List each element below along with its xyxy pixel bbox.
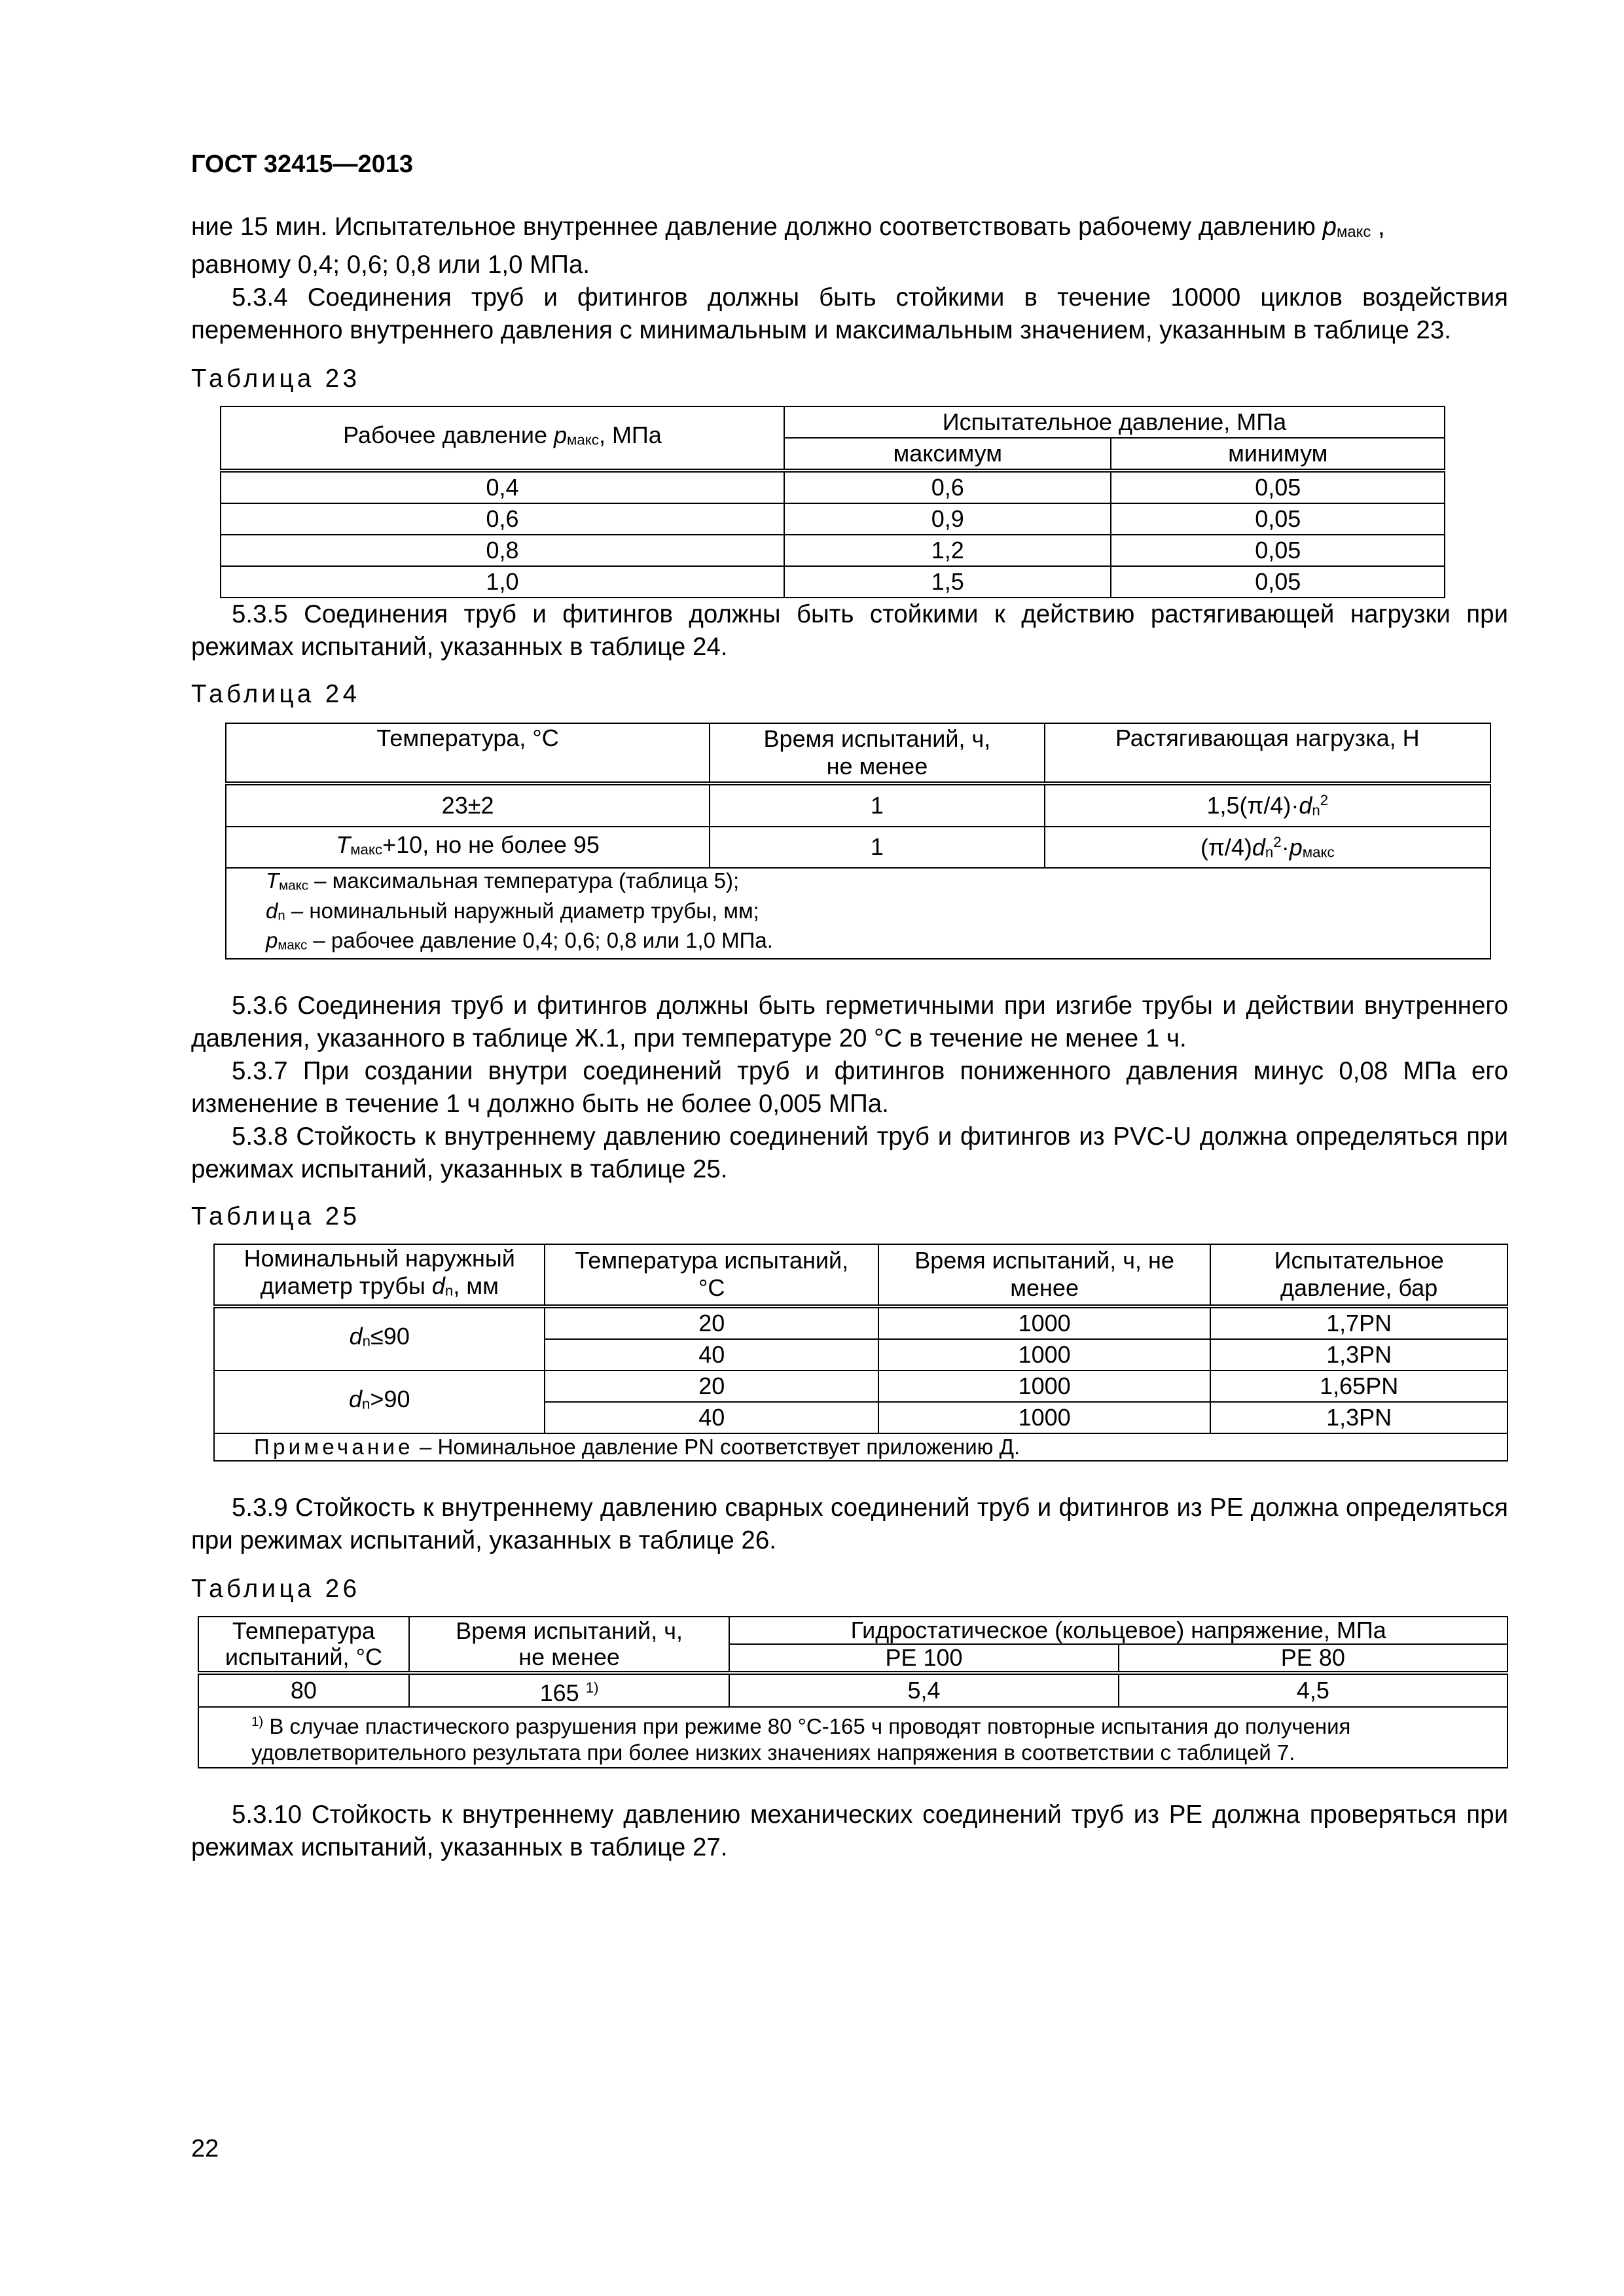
table-26-footnote: $^{1)}$ В случае пластического разрушения при режиме 80 °С-165 ч проводят повторные испытания до получения удовлетворительного результата при более низких значениях напряжения в соответствии с таблицей 7. [198,1707,1507,1768]
table-cell: 1,65PN [1210,1371,1507,1402]
table-note [214,1433,1507,1461]
table-row [214,1371,1507,1402]
table-cell: 0,6 [784,471,1111,503]
table-cell: $1,5(\pi/4)\cdot d_n^2$ [1045,783,1490,827]
table-cell: $T_{макс}+10$, но не более 95 [226,827,710,869]
clause-5-3-4: 5.3.4 Соединения труб и фитингов должны быть стойкими в течение 10000 циклов воздействия переменного внутреннего давления с минимальным и максимальным значением, указанным в таблице 23. [191,283,1508,344]
table-24-notes: $T_{макс}$ – максимальная температура (таблица 5); $d_n$ – номинальный наружный диаметр трубы, мм; $p_{макс}$ – рабочее давление 0,4; 0,6; 0,8 или 1,0 МПа. [226,868,1490,958]
table-cell: 1 [710,783,1044,827]
table-25-head-time: Время испытаний, ч, не менее [878,1244,1210,1307]
table-row [226,827,1490,869]
table-cell: 20 [545,1306,878,1339]
table-cell: 1,3PN [1210,1402,1507,1433]
table-cell: 23±2 [226,783,710,827]
table-23-caption: Таблица 23 [191,364,361,393]
table-cell: 0,05 [1111,471,1445,503]
table-26 [198,1616,1508,1768]
table-cell: 0,4 [221,471,784,503]
clause-5-3-5: 5.3.5 Соединения труб и фитингов должны быть стойкими к действию растягивающей нагрузки при режимах испытаний, указанных в таблице 24. [191,600,1508,661]
paragraph-continuation: ние 15 мин. Испытательное внутреннее давление должно соответствовать рабочему давлению $p_{макс}$ , равному 0,4; 0,6; 0,8 или 1,0 МПа. [191,213,1385,279]
page-number: 22 [191,2135,219,2162]
table-cell: $(\pi/4)d_n^2\cdot p_{макс}$ [1045,827,1490,869]
table-cell: 0,9 [784,503,1111,535]
table-cell: 1000 [878,1306,1210,1339]
clause-5-3-6: 5.3.6 Соединения труб и фитингов должны быть герметичными при изгибе трубы и действии внутреннего давления, указанного в таблице Ж.1, при температуре 20 °С в течение не менее 1 ч. [191,991,1508,1052]
clause-5-3-9: 5.3.9 Стойкость к внутреннему давлению сварных соединений труб и фитингов из PE должна определяться при режимах испытаний, указанных в таблице 26. [191,1494,1508,1555]
table-cell: $d_n\le 90$ [214,1306,545,1371]
table-note [198,1707,1507,1768]
table-cell: 1,7PN [1210,1306,1507,1339]
table-cell: 1000 [878,1402,1210,1433]
table-row [221,471,1445,503]
table-cell: 1000 [878,1371,1210,1402]
clause-5-3-7: 5.3.7 При создании внутри соединений труб и фитингов пониженного давления минус 0,08 МПа его изменение в течение 1 ч должно быть не более 0,005 МПа. [191,1056,1508,1118]
table-row [226,783,1490,827]
table-cell: 0,05 [1111,535,1445,566]
table-cell: 40 [545,1339,878,1371]
table-23-head-working-pressure: Рабочее давление $p_{макс}$, МПа [221,406,784,471]
table-24-caption: Таблица 24 [191,679,361,708]
table-25 [213,1244,1508,1462]
table-cell: 1 [710,827,1044,869]
table-row [198,1673,1507,1707]
table-cell: 1000 [878,1339,1210,1371]
table-24-head-load: Растягивающая нагрузка, Н [1045,723,1490,783]
table-25-head-diameter: Номинальный наружный диаметр трубы $d_n$, мм [214,1244,545,1307]
table-23-head-min: минимум [1111,438,1445,471]
table-26-head-pe100: PE 100 [729,1644,1118,1673]
clause-5-3-8: 5.3.8 Стойкость к внутреннему давлению соединений труб и фитингов из PVC-U должна определяться при режимах испытаний, указанных в таблице 25. [191,1122,1508,1183]
table-26-head-time: Время испытаний, ч, не менее [409,1617,730,1673]
table-cell: 1,5 [784,566,1111,598]
table-cell: 0,6 [221,503,784,535]
table-cell: 80 [198,1673,409,1707]
table-cell: 1,2 [784,535,1111,566]
table-26-head-pe80: PE 80 [1119,1644,1507,1673]
document-title: ГОСТ 32415—2013 [191,151,414,178]
table-24-head-temperature: Температура, °С [226,723,710,783]
table-cell: $d_n>90$ [214,1371,545,1433]
table-25-head-temperature: Температура испытаний, °С [545,1244,878,1307]
table-cell: 165 $^{1)}$ [409,1673,730,1707]
table-cell: 0,8 [221,535,784,566]
table-26-head-temperature: Температура испытаний, °С [198,1617,409,1673]
table-25-head-pressure: Испытательное давление, бар [1210,1244,1507,1307]
table-row [221,566,1445,598]
table-row [221,503,1445,535]
table-25-note: Примечание – Номинальное давление PN соответствует приложению Д. [214,1433,1507,1461]
table-note [226,868,1490,958]
table-row [221,535,1445,566]
table-cell: 5,4 [729,1673,1118,1707]
table-cell: 40 [545,1402,878,1433]
table-24 [225,723,1491,960]
table-26-head-stress: Гидростатическое (кольцевое) напряжение, МПа [729,1617,1507,1644]
table-23-head-max: максимум [784,438,1111,471]
page-content [191,211,1508,1864]
table-cell: 1,3PN [1210,1339,1507,1371]
table-25-caption: Таблица 25 [191,1202,361,1230]
table-row [214,1306,1507,1339]
table-cell: 0,05 [1111,566,1445,598]
table-cell: 1,0 [221,566,784,598]
clause-5-3-10: 5.3.10 Стойкость к внутреннему давлению механических соединений труб из PE должна проверяться при режимах испытаний, указанных в таблице 27. [191,1801,1508,1862]
table-cell: 4,5 [1119,1673,1507,1707]
table-26-caption: Таблица 26 [191,1575,361,1604]
table-23 [220,406,1445,598]
table-cell: 0,05 [1111,503,1445,535]
table-cell: 20 [545,1371,878,1402]
table-23-head-test-pressure: Испытательное давление, МПа [784,406,1445,438]
table-24-head-time: Время испытаний, ч, не менее [710,723,1044,783]
